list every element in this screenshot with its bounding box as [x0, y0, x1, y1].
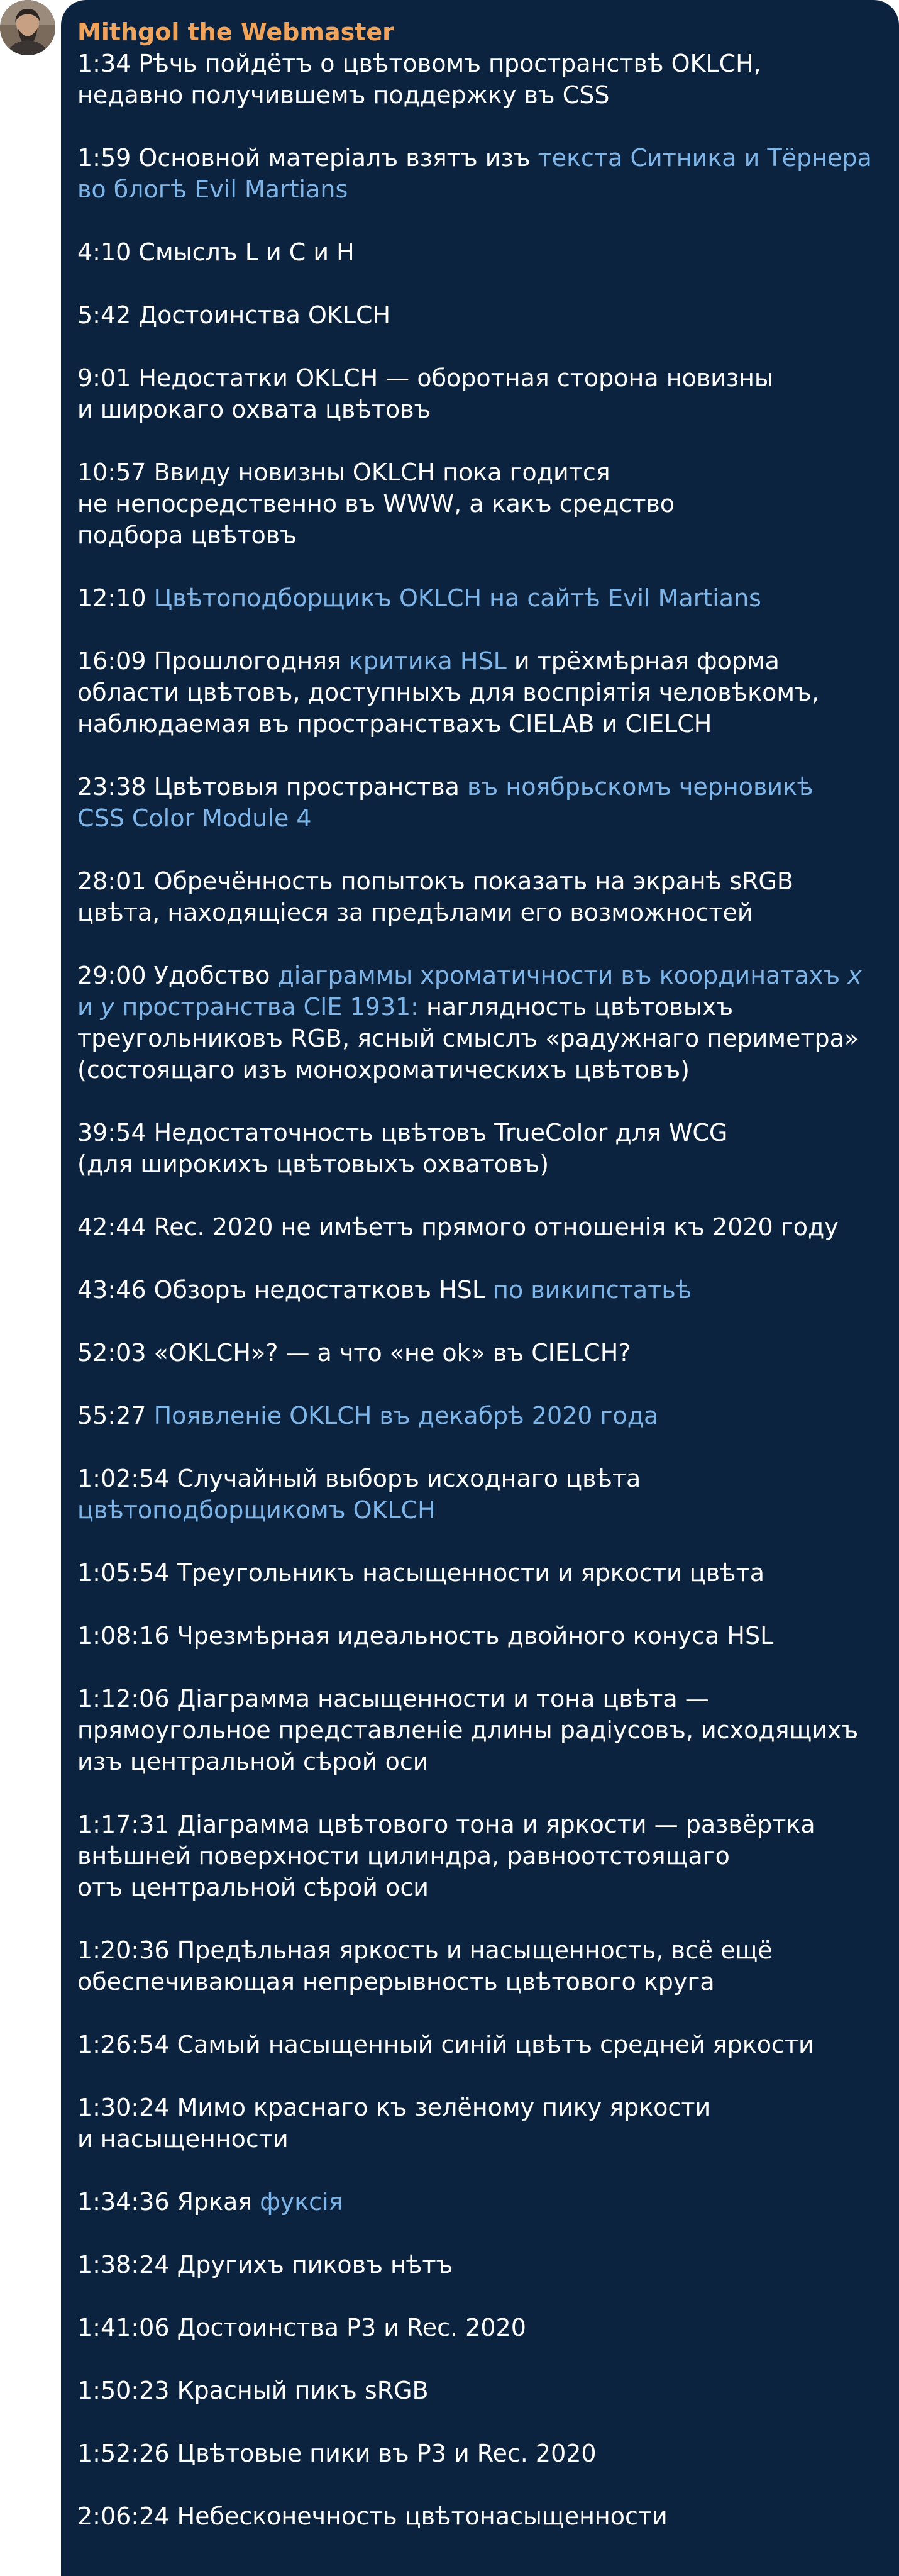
- entry-text: 1:59 Основной матеріалъ взятъ изъ: [77, 144, 538, 172]
- timestamp-entry-e01: [77, 48, 874, 111]
- timestamp-entry-e02: [77, 142, 874, 205]
- timestamp-entry-e25: [77, 2186, 874, 2218]
- avatar[interactable]: [0, 0, 55, 55]
- timestamp-entry-e13: [77, 1211, 874, 1243]
- timestamp-entry-e16: [77, 1400, 874, 1431]
- timestamp-entry-e06: [77, 457, 874, 551]
- entry-text: 55:27: [77, 1402, 154, 1430]
- entry-link[interactable]: текста Ситника и Тёрнера во блогѣ Evil Martians: [77, 144, 872, 203]
- entry-text: 39:54 Недостаточность цвѣтовъ TrueColor для WCG (для широкихъ цвѣтовыхъ охватовъ): [77, 1119, 728, 1178]
- message-bubble: [61, 0, 899, 2576]
- timestamp-entry-e24: [77, 2092, 874, 2155]
- entry-link[interactable]: Цвѣтоподборщикъ OKLCH на сайтѣ Evil Martians: [153, 584, 761, 612]
- entry-text: 2:06:24 Небесконечность цвѣтонасыщенности: [77, 2502, 668, 2530]
- timestamp-entry-e23: [77, 2029, 874, 2060]
- entry-text: 1:26:54 Самый насыщенный синій цвѣтъ средней яркости: [77, 2031, 814, 2058]
- entry-link[interactable]: цвѣтоподборщикомъ OKLCH: [77, 1496, 436, 1524]
- timestamp-entry-e14: [77, 1274, 874, 1306]
- timestamp-entry-e29: [77, 2438, 874, 2469]
- timestamp-entry-e22: [77, 1935, 874, 1997]
- timestamp-entry-e09: [77, 771, 874, 834]
- entry-link[interactable]: по википстатьѣ: [493, 1276, 692, 1304]
- entry-text: и трёхмѣрная форма области цвѣтовъ, доступныхъ для воспріятія человѣкомъ, наблюдаемая въ пространствахъ CIELAB и CIELCH: [77, 647, 819, 738]
- entry-text: 12:10: [77, 584, 154, 612]
- entry-text: 1:34 Рѣчь пойдётъ о цвѣтовомъ пространствѣ OKLCH, недавно получившемъ поддержку въ CSS: [77, 50, 761, 109]
- entry-text: 1:20:36 Предѣльная яркость и насыщенность, всё ещё обеспечивающая непрерывность цвѣтового круга: [77, 1936, 773, 1996]
- timestamp-entry-e05: [77, 362, 874, 425]
- timestamp-entry-e03: [77, 236, 874, 268]
- entry-text: 1:34:36 Яркая: [77, 2188, 260, 2216]
- entry-text: 1:30:24 Мимо краснаго къ зелёному пику яркости и насыщенности: [77, 2094, 711, 2153]
- entry-text: 16:09 Прошлогодняя: [77, 647, 349, 675]
- entry-link-italic[interactable]: [847, 962, 862, 989]
- timestamp-entry-e12: [77, 1117, 874, 1180]
- entry-text: 1:41:06 Достоинства P3 и Rec. 2020: [77, 2314, 526, 2341]
- entry-link[interactable]: пространства CIE 1931:: [114, 993, 419, 1021]
- message-text: [77, 48, 874, 2532]
- entry-link-italic-text: y: [100, 993, 115, 1021]
- timestamp-entry-e08: [77, 645, 874, 740]
- entry-text: 1:12:06 Діаграмма насыщенности и тона цвѣта — прямоугольное представленіе длины радіусовъ, исходящихъ изъ центральной сѣрой оси: [77, 1685, 859, 1775]
- entry-text: 29:00 Удобство: [77, 962, 278, 989]
- timestamp-entry-e30: [77, 2501, 874, 2532]
- timestamp-entry-e20: [77, 1683, 874, 1777]
- entry-text: 1:52:26 Цвѣтовые пики въ P3 и Rec. 2020: [77, 2440, 597, 2467]
- entry-text: 28:01 Обречённость попытокъ показать на экранѣ sRGB цвѣта, находящіеся за предѣлами его возможностей: [77, 867, 793, 926]
- timestamp-entry-e11: [77, 960, 874, 1085]
- entry-text: 9:01 Недостатки OKLCH — оборотная сторона новизны и широкаго охвата цвѣтовъ: [77, 364, 773, 423]
- timestamp-entry-e19: [77, 1620, 874, 1652]
- timestamp-entry-e07: [77, 582, 874, 614]
- entry-text: 5:42 Достоинства OKLCH: [77, 301, 391, 329]
- entry-text: 10:57 Ввиду новизны OKLCH пока годится не непосредственно въ WWW, а какъ средство подбора цвѣтовъ: [77, 458, 675, 549]
- entry-link-italic[interactable]: [101, 993, 115, 1021]
- user-avatar-photo: [0, 0, 55, 55]
- timestamp-entry-e21: [77, 1809, 874, 1903]
- timestamp-entry-e18: [77, 1557, 874, 1589]
- entry-text: 1:38:24 Другихъ пиковъ нѣтъ: [77, 2251, 453, 2279]
- entry-link[interactable]: въ ноябрьскомъ черновикѣ CSS Color Module 4: [77, 773, 814, 832]
- entry-text: 1:17:31 Діаграмма цвѣтового тона и яркости — развёртка внѣшней поверхности цилиндра, равноотстоящаго отъ центральной сѣрой оси: [77, 1811, 815, 1901]
- timestamp-entry-e10: [77, 865, 874, 928]
- timestamp-entry-e17: [77, 1463, 874, 1526]
- entry-text: 23:38 Цвѣтовыя пространства: [77, 773, 468, 801]
- entry-link[interactable]: діаграммы хроматичности въ координатахъ: [277, 962, 848, 989]
- timestamp-entry-e04: [77, 299, 874, 331]
- timestamp-entry-e26: [77, 2249, 874, 2280]
- entry-link[interactable]: Появленіе OKLCH въ декабрѣ 2020 года: [153, 1402, 659, 1430]
- timestamp-entry-e28: [77, 2375, 874, 2406]
- entry-text: 42:44 Rec. 2020 не имѣетъ прямого отношенія къ 2020 году: [77, 1213, 839, 1241]
- entry-text: 4:10 Смыслъ L и C и H: [77, 238, 355, 266]
- timestamp-entry-e27: [77, 2312, 874, 2343]
- entry-link[interactable]: и: [77, 993, 93, 1021]
- entry-link[interactable]: фуксія: [260, 2188, 343, 2216]
- entry-text: 52:03 «OKLCH»? — а что «не ok» въ CIELCH?: [77, 1339, 631, 1367]
- timestamp-entry-e15: [77, 1337, 874, 1368]
- entry-link[interactable]: критика HSL: [348, 647, 507, 675]
- entry-link-italic-text: x: [847, 962, 862, 989]
- sender-name[interactable]: Mithgol the Webmaster: [77, 18, 394, 46]
- entry-text: 43:46 Обзоръ недостатковъ HSL: [77, 1276, 494, 1304]
- entry-text: 1:05:54 Треугольникъ насыщенности и яркости цвѣта: [77, 1559, 765, 1587]
- entry-text: наглядность цвѣтовыхъ треугольниковъ RGB, ясный смыслъ «радужнаго периметра» (состоящаго изъ монохроматическихъ цвѣтовъ): [77, 993, 859, 1084]
- entry-text: 1:02:54 Случайный выборъ исходнаго цвѣта: [77, 1465, 641, 1492]
- entry-text: 1:50:23 Красный пикъ sRGB: [77, 2377, 429, 2404]
- entry-text: 1:08:16 Чрезмѣрная идеальность двойного конуса HSL: [77, 1622, 774, 1650]
